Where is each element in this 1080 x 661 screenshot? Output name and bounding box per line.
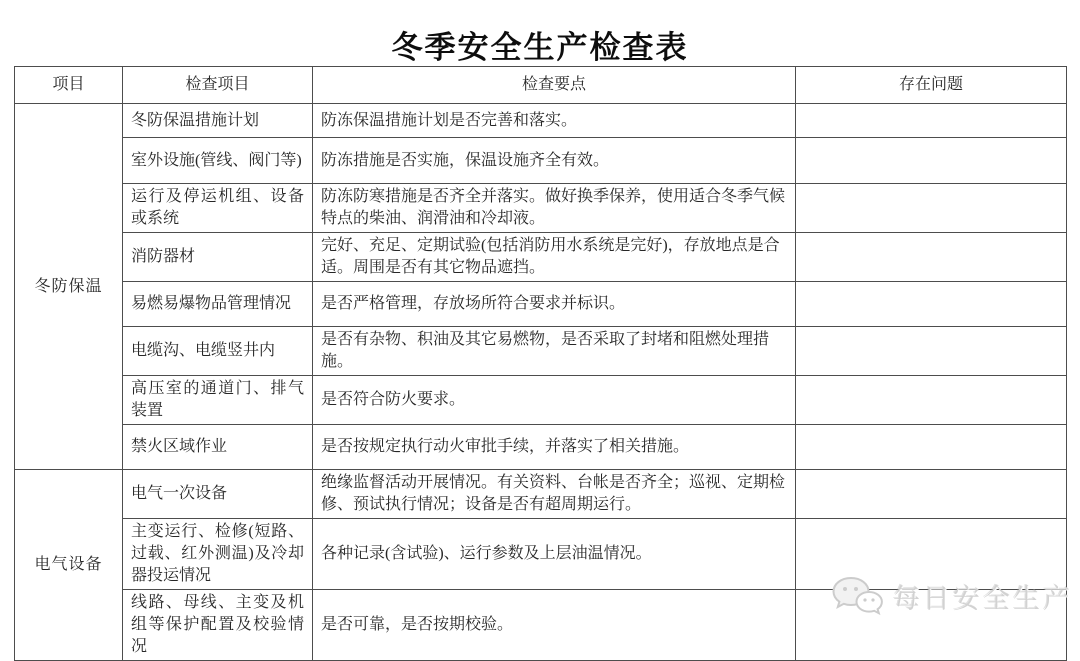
inspection-item-cell: 运行及停运机组、设备或系统 <box>123 184 313 233</box>
existing-problems-cell <box>796 376 1067 425</box>
category-cell: 电气设备 <box>15 470 123 661</box>
table-row <box>15 519 1067 590</box>
existing-problems-cell <box>796 282 1067 327</box>
table-row <box>15 327 1067 376</box>
header-inspection-points: 检查要点 <box>313 67 796 104</box>
inspection-points-cell: 绝缘监督活动开展情况。有关资料、台帐是否齐全；巡视、定期检修、预试执行情况；设备是否有超周期运行。 <box>313 470 796 519</box>
header-existing-problems: 存在问题 <box>796 67 1067 104</box>
inspection-item-cell: 冬防保温措施计划 <box>123 104 313 138</box>
existing-problems-cell <box>796 104 1067 138</box>
inspection-points-cell: 是否严格管理，存放场所符合要求并标识。 <box>313 282 796 327</box>
table-row <box>15 233 1067 282</box>
inspection-item-cell: 易燃易爆物品管理情况 <box>123 282 313 327</box>
checklist-table-body <box>15 104 1067 661</box>
table-row <box>15 470 1067 519</box>
inspection-points-cell: 防冻防寒措施是否齐全并落实。做好换季保养，使用适合冬季气候特点的柴油、润滑油和冷却液。 <box>313 184 796 233</box>
inspection-points-cell: 是否符合防火要求。 <box>313 376 796 425</box>
existing-problems-cell <box>796 138 1067 184</box>
existing-problems-cell <box>796 590 1067 661</box>
inspection-table <box>14 66 1067 661</box>
table-row <box>15 590 1067 661</box>
table-row <box>15 184 1067 233</box>
inspection-points-cell: 完好、充足、定期试验(包括消防用水系统是完好)，存放地点是合适。周围是否有其它物品遮挡。 <box>313 233 796 282</box>
header-item: 项目 <box>15 67 123 104</box>
existing-problems-cell <box>796 184 1067 233</box>
inspection-item-cell: 消防器材 <box>123 233 313 282</box>
existing-problems-cell <box>796 233 1067 282</box>
watermark-text: 每日安全生产 <box>893 583 1073 614</box>
existing-problems-cell <box>796 425 1067 470</box>
table-row <box>15 425 1067 470</box>
existing-problems-cell <box>796 470 1067 519</box>
inspection-points-cell: 是否有杂物、积油及其它易燃物，是否采取了封堵和阻燃处理措施。 <box>313 327 796 376</box>
inspection-points-cell: 是否按规定执行动火审批手续，并落实了相关措施。 <box>313 425 796 470</box>
inspection-item-cell: 电气一次设备 <box>123 470 313 519</box>
inspection-item-cell: 室外设施(管线、阀门等) <box>123 138 313 184</box>
inspection-item-cell: 电缆沟、电缆竖井内 <box>123 327 313 376</box>
header-inspection-item: 检查项目 <box>123 67 313 104</box>
inspection-points-cell: 各种记录(含试验)、运行参数及上层油温情况。 <box>313 519 796 590</box>
page-title: 冬季安全生产检查表 <box>391 30 689 65</box>
inspection-item-cell: 禁火区域作业 <box>123 425 313 470</box>
table-header-row <box>15 67 1067 104</box>
table-row <box>15 104 1067 138</box>
category-cell: 冬防保温 <box>15 104 123 470</box>
inspection-item-cell: 高压室的通道门、排气装置 <box>123 376 313 425</box>
inspection-item-cell: 主变运行、检修(短路、过载、红外测温)及冷却器投运情况 <box>123 519 313 590</box>
table-row <box>15 282 1067 327</box>
table-row <box>15 138 1067 184</box>
table-row <box>15 376 1067 425</box>
existing-problems-cell <box>796 519 1067 590</box>
inspection-points-cell: 防冻保温措施计划是否完善和落实。 <box>313 104 796 138</box>
inspection-item-cell: 线路、母线、主变及机组等保护配置及校验情况 <box>123 590 313 661</box>
inspection-points-cell: 防冻措施是否实施，保温设施齐全有效。 <box>313 138 796 184</box>
existing-problems-cell <box>796 327 1067 376</box>
inspection-points-cell: 是否可靠，是否按期校验。 <box>313 590 796 661</box>
